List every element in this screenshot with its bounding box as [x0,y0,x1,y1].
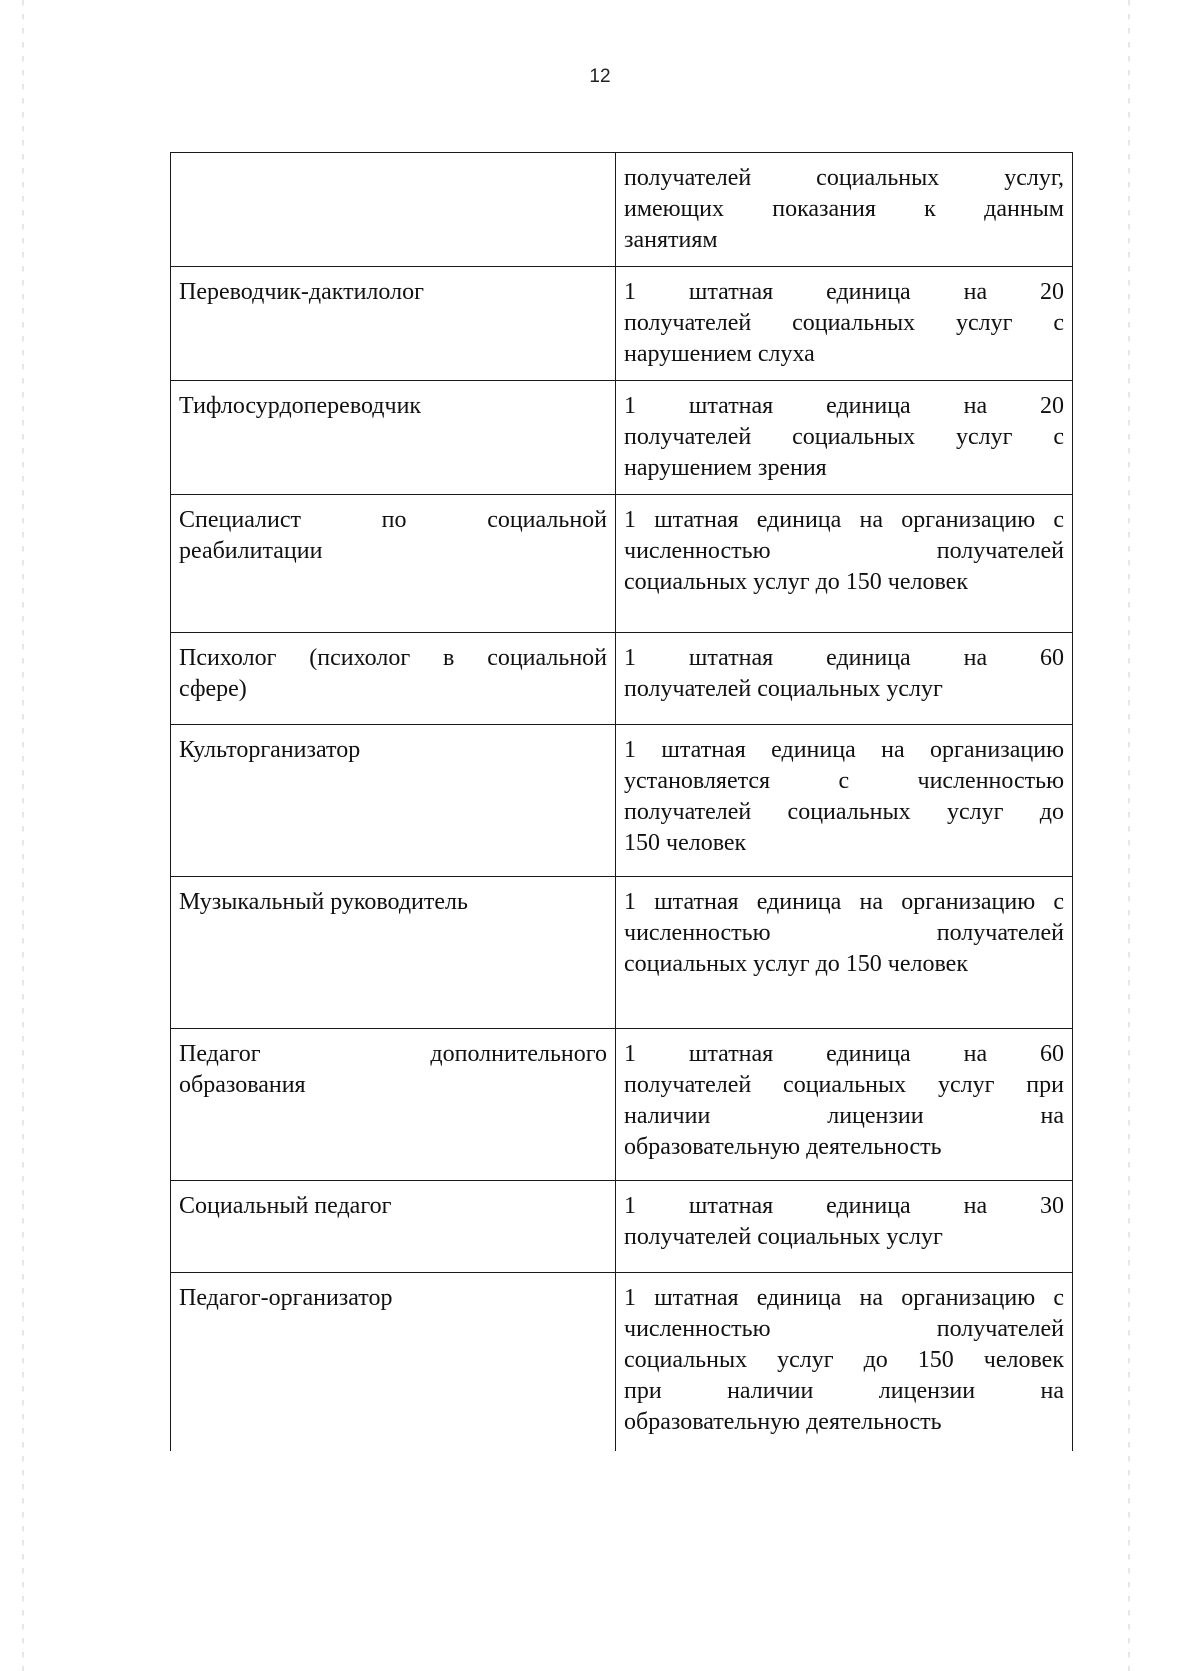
norm-line: получателей социальных услуг, [624,165,1064,191]
norm-line: численностью получателей [624,920,1064,946]
norm-line: социальных услуг до 150 человек [624,1347,1064,1373]
role-line: сфере) [179,676,247,702]
table-row [171,1273,1073,1451]
norm-line: получателей социальных услуг с [624,310,1064,336]
norm-cell [616,267,1073,381]
norm-line: численностью получателей [624,538,1064,564]
role-name: Педагог-организатор [179,1285,393,1311]
role-cell [171,1273,616,1451]
norm-line: социальных услуг до 150 человек [624,951,968,977]
table-row [171,877,1073,1029]
norm-line: имеющих показания к данным [624,196,1064,222]
norm-line: социальных услуг до 150 человек [624,569,968,595]
role-line: Психолог (психолог в социальной [179,645,607,671]
norm-line: образовательную деятельность [624,1409,942,1435]
norm-line: нарушением слуха [624,341,815,367]
norm-cell [616,877,1073,1029]
norm-line: 150 человек [624,830,747,856]
table-row [171,495,1073,633]
norm-cell [616,495,1073,633]
role-cell [171,153,616,267]
norm-cell [616,153,1073,267]
norm-line: при наличии лицензии на [624,1378,1064,1404]
right-scan-edge [1128,0,1130,1671]
role-name: Культорганизатор [179,737,361,763]
norm-line: 1 штатная единица на организацию [624,737,1064,763]
role-cell [171,877,616,1029]
role-line: Специалист по социальной [179,507,607,533]
role-name: Музыкальный руководитель [179,889,468,915]
norm-cell [616,1273,1073,1451]
role-name: Социальный педагог [179,1193,392,1219]
role-name: Переводчик-дактилолог [179,279,424,305]
norm-cell [616,1029,1073,1181]
role-cell [171,267,616,381]
norm-line: наличии лицензии на [624,1103,1064,1129]
role-cell [171,1029,616,1181]
norm-line: получателей социальных услуг с [624,424,1064,450]
norm-line: нарушением зрения [624,455,827,481]
norm-line: 1 штатная единица на организацию с [624,889,1064,915]
norm-cell [616,633,1073,725]
role-cell [171,633,616,725]
table-row [171,725,1073,877]
norm-line: получателей социальных услуг при [624,1072,1064,1098]
norm-line: 1 штатная единица на организацию с [624,1285,1064,1311]
norm-line: установляется с численностью [624,768,1064,794]
norm-cell [616,1181,1073,1273]
norm-line: образовательную деятельность [624,1134,942,1160]
norm-line: 1 штатная единица на 30 [624,1193,1064,1219]
table-row [171,267,1073,381]
norm-line: 1 штатная единица на 20 [624,279,1064,305]
role-cell [171,725,616,877]
norm-line: занятиям [624,227,718,253]
norm-cell [616,725,1073,877]
table-row [171,633,1073,725]
norm-line: получателей социальных услуг [624,1224,943,1250]
norm-line: численностью получателей [624,1316,1064,1342]
page-number: 12 [589,66,611,87]
table-row [171,1029,1073,1181]
norm-line: получателей социальных услуг до [624,799,1064,825]
norm-cell [616,381,1073,495]
norm-line: 1 штатная единица на 60 [624,1041,1064,1067]
left-scan-edge [22,0,24,1671]
norm-line: 1 штатная единица на 20 [624,393,1064,419]
table-row [171,381,1073,495]
role-line: реабилитации [179,538,323,564]
role-name: Тифлосурдопереводчик [179,393,422,419]
table-row [171,153,1073,267]
norm-line: получателей социальных услуг [624,676,943,702]
role-line: образования [179,1072,306,1098]
role-cell [171,381,616,495]
role-line: Педагог дополнительного [179,1041,607,1067]
norm-line: 1 штатная единица на 60 [624,645,1064,671]
table-row [171,1181,1073,1273]
norm-line: 1 штатная единица на организацию с [624,507,1064,533]
staffing-table [170,152,1073,1451]
role-cell [171,1181,616,1273]
role-cell [171,495,616,633]
